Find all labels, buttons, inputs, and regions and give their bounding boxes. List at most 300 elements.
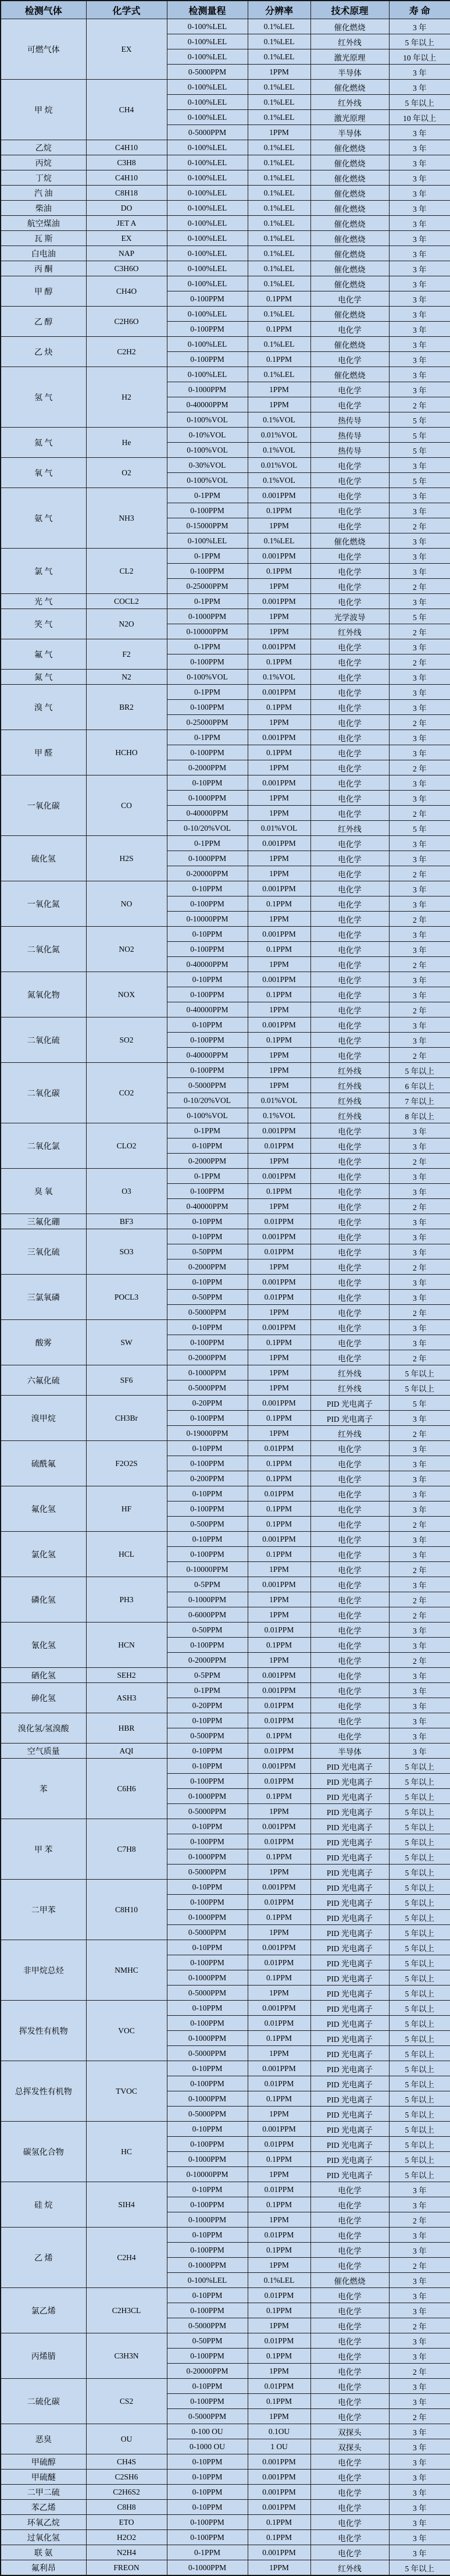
principle-cell: 电化学 (310, 1138, 389, 1154)
range-cell: 0-10/20%VOL (167, 1093, 248, 1108)
resolution-cell: 0.01PPM (248, 1774, 310, 1789)
gas-name-cell: 氯 气 (1, 549, 86, 594)
range-cell: 0-5000PPM (167, 1078, 248, 1093)
principle-cell: 电化学 (310, 730, 389, 745)
range-cell: 0-20PPM (167, 1698, 248, 1713)
table-row (1, 1713, 450, 1728)
range-cell: 0-10PPM (167, 1759, 248, 1774)
range-cell: 0-5000PPM (167, 1804, 248, 1819)
principle-cell: PID 光电离子 (310, 2046, 389, 2061)
resolution-cell: 1PPM (248, 1380, 310, 1396)
lifespan-cell: 3 年 (389, 2182, 450, 2197)
formula-cell: NO (86, 881, 167, 927)
lifespan-cell: 3 年 (389, 2303, 450, 2318)
principle-cell: 电化学 (310, 1033, 389, 1048)
principle-cell: 电化学 (310, 1532, 389, 1547)
range-cell: 0-100PPM (167, 1033, 248, 1048)
principle-cell: 催化燃烧 (310, 337, 389, 352)
range-cell: 0-20PPM (167, 1396, 248, 1411)
range-cell: 0-1PPM (167, 2545, 248, 2560)
table-row (1, 549, 450, 564)
lifespan-cell: 3 年 (389, 367, 450, 382)
resolution-cell: 0.001PPM (248, 2061, 310, 2076)
range-cell: 0-100PPM (167, 564, 248, 579)
lifespan-cell: 5 年以上 (389, 1986, 450, 2001)
formula-cell: HC (86, 2122, 167, 2182)
lifespan-cell: 5 年 (389, 1396, 450, 1411)
range-cell: 0-100PPM (167, 352, 248, 367)
principle-cell: PID 光电离子 (310, 1834, 389, 1849)
lifespan-cell: 3 年 (389, 1713, 450, 1728)
principle-cell: PID 光电离子 (310, 2061, 389, 2076)
resolution-cell: 0.1%LEL (248, 34, 310, 49)
gas-name-cell: 碳氢化合物 (1, 2122, 86, 2182)
resolution-cell: 0.01PPM (248, 1138, 310, 1154)
lifespan-cell: 3 年 (389, 352, 450, 367)
table-row (1, 1819, 450, 1834)
lifespan-cell: 5 年以上 (389, 2091, 450, 2107)
principle-cell: 电化学 (310, 2318, 389, 2333)
principle-cell: 电化学 (310, 488, 389, 503)
table-row (1, 2182, 450, 2197)
lifespan-cell: 2 年 (389, 579, 450, 594)
principle-cell: 电化学 (310, 1683, 389, 1698)
principle-cell: 催化燃烧 (310, 276, 389, 291)
range-cell: 0-100PPM (167, 1638, 248, 1653)
resolution-cell: 1PPM (248, 2318, 310, 2333)
resolution-cell: 1PPM (248, 1048, 310, 1063)
formula-cell: C4H10 (86, 170, 167, 186)
lifespan-cell: 2 年 (389, 397, 450, 412)
resolution-cell: 0.1%VOL (248, 443, 310, 458)
range-cell: 0-1000PPM (167, 851, 248, 866)
gas-name-cell: 溴化氢/氢溴酸 (1, 1713, 86, 1744)
principle-cell: 催化燃烧 (310, 367, 389, 382)
principle-cell: PID 光电离子 (310, 1986, 389, 2001)
table-row (1, 1365, 450, 1380)
gas-name-cell: 环氧乙烷 (1, 2515, 86, 2530)
lifespan-cell: 3 年 (389, 775, 450, 791)
table-row (1, 1441, 450, 1456)
resolution-cell: 0.1PPM (248, 654, 310, 670)
table-row (1, 1577, 450, 1592)
principle-cell: 电化学 (310, 957, 389, 972)
range-cell: 0-100%LEL (167, 307, 248, 322)
formula-cell: FREON (86, 2560, 167, 2576)
range-cell: 0-100PPM (167, 2243, 248, 2258)
principle-cell: PID 光电离子 (310, 2016, 389, 2031)
resolution-cell: 0.01PPM (248, 1895, 310, 1910)
range-cell: 0-100%LEL (167, 231, 248, 246)
range-cell: 0-100PPM (167, 2530, 248, 2545)
lifespan-cell: 3 年 (389, 1169, 450, 1184)
lifespan-cell: 5 年以上 (389, 1774, 450, 1789)
range-cell: 0-1000PPM (167, 2560, 248, 2576)
principle-cell: 电化学 (310, 2394, 389, 2409)
lifespan-cell: 5 年以上 (389, 2107, 450, 2122)
principle-cell: 电化学 (310, 1562, 389, 1577)
resolution-cell: 1PPM (248, 851, 310, 866)
principle-cell: 热传导 (310, 412, 389, 428)
gas-name-cell: 氟利昂 (1, 2560, 86, 2576)
resolution-cell: 0.01PPM (248, 2182, 310, 2197)
lifespan-cell: 2 年 (389, 2409, 450, 2424)
principle-cell: 电化学 (310, 2364, 389, 2379)
range-cell: 0-100%LEL (167, 533, 248, 549)
range-cell: 0-100PPM (167, 896, 248, 912)
resolution-cell: 0.1%LEL (248, 367, 310, 382)
lifespan-cell: 3 年 (389, 987, 450, 1002)
table-row (1, 2545, 450, 2560)
gas-name-cell: 六氟化硫 (1, 1365, 86, 1396)
resolution-cell: 0.1%LEL (248, 110, 310, 125)
table-row (1, 639, 450, 654)
principle-cell: PID 光电离子 (310, 1396, 389, 1411)
gas-name-cell: 过氧化氢 (1, 2530, 86, 2545)
resolution-cell: 0.1PPM (248, 1849, 310, 1865)
lifespan-cell: 3 年 (389, 65, 450, 80)
gas-name-cell: 非甲烷总烃 (1, 1940, 86, 2001)
lifespan-cell: 3 年 (389, 1123, 450, 1138)
range-cell: 0-100%LEL (167, 80, 248, 95)
table-row (1, 1396, 450, 1411)
gas-name-cell: 苯乙烯 (1, 2500, 86, 2515)
principle-cell: 半导体 (310, 1744, 389, 1759)
table-row (1, 231, 450, 246)
lifespan-cell: 3 年 (389, 458, 450, 473)
resolution-cell: 0.1%LEL (248, 246, 310, 261)
range-cell: 0-100PPM (167, 2394, 248, 2409)
resolution-cell: 1PPM (248, 806, 310, 821)
resolution-cell: 1PPM (248, 382, 310, 397)
principle-cell: 电化学 (310, 1592, 389, 1607)
lifespan-cell: 10 年以上 (389, 49, 450, 65)
resolution-cell: 1PPM (248, 2167, 310, 2182)
table-row (1, 216, 450, 231)
gas-name-cell: 二甲二硫 (1, 2485, 86, 2500)
range-cell: 0-1PPM (167, 1683, 248, 1698)
principle-cell: 双探头 (310, 2439, 389, 2454)
formula-cell: NH3 (86, 488, 167, 549)
table-row (1, 775, 450, 791)
range-cell: 0-10PPM (167, 927, 248, 942)
resolution-cell: 0.1PPM (248, 1547, 310, 1562)
gas-name-cell: 酸雾 (1, 1320, 86, 1365)
range-cell: 0-10PPM (167, 1441, 248, 1456)
column-header-principle: 技术原理 (310, 1, 389, 19)
lifespan-cell: 2 年 (389, 1259, 450, 1275)
range-cell: 0-2000PPM (167, 1259, 248, 1275)
resolution-cell: 1PPM (248, 2107, 310, 2122)
resolution-cell: 0.1PPM (248, 1970, 310, 1986)
resolution-cell: 1PPM (248, 1350, 310, 1365)
principle-cell: 双探头 (310, 2424, 389, 2439)
resolution-cell: 0.1PPM (248, 745, 310, 760)
range-cell: 0-100%LEL (167, 2273, 248, 2288)
lifespan-cell: 2 年 (389, 806, 450, 821)
range-cell: 0-50PPM (167, 1623, 248, 1638)
range-cell: 0-5000PPM (167, 125, 248, 140)
lifespan-cell: 2 年 (389, 1653, 450, 1668)
resolution-cell: 0.1%VOL (248, 412, 310, 428)
lifespan-cell: 3 年 (389, 1683, 450, 1698)
lifespan-cell: 5 年以上 (389, 2167, 450, 2182)
principle-cell: PID 光电离子 (310, 1910, 389, 1925)
principle-cell: 电化学 (310, 1698, 389, 1713)
range-cell: 0-5000PPM (167, 2409, 248, 2424)
gas-name-cell: 氢 气 (1, 367, 86, 428)
principle-cell: 电化学 (310, 685, 389, 700)
gas-name-cell: 甲 烷 (1, 80, 86, 140)
range-cell: 0-1000PPM (167, 2152, 248, 2167)
resolution-cell: 0.1PPM (248, 564, 310, 579)
lifespan-cell: 3 年 (389, 2500, 450, 2515)
lifespan-cell: 3 年 (389, 1728, 450, 1744)
range-cell: 0-1PPM (167, 1123, 248, 1138)
principle-cell: 电化学 (310, 866, 389, 881)
lifespan-cell: 3 年 (389, 564, 450, 579)
range-cell: 0-30%VOL (167, 458, 248, 473)
range-cell: 0-25000PPM (167, 579, 248, 594)
table-row (1, 1759, 450, 1774)
range-cell: 0-10PPM (167, 2228, 248, 2243)
table-body (1, 19, 450, 2576)
lifespan-cell: 3 年 (389, 170, 450, 186)
table-row (1, 609, 450, 624)
principle-cell: 电化学 (310, 942, 389, 957)
principle-cell: PID 光电离子 (310, 2031, 389, 2046)
resolution-cell: 1PPM (248, 624, 310, 639)
resolution-cell: 0.001PPM (248, 2500, 310, 2515)
formula-cell: F2 (86, 639, 167, 670)
resolution-cell: 0.001PPM (248, 2485, 310, 2500)
gas-name-cell: 恶臭 (1, 2424, 86, 2454)
lifespan-cell: 5 年以上 (389, 1849, 450, 1865)
resolution-cell: 0.01PPM (248, 2228, 310, 2243)
principle-cell: 电化学 (310, 1486, 389, 1502)
principle-cell: 红外线 (310, 1380, 389, 1396)
resolution-cell: 0.1PPM (248, 352, 310, 367)
gas-name-cell: 氮氧化物 (1, 972, 86, 1017)
principle-cell: 热传导 (310, 443, 389, 458)
formula-cell: HCL (86, 1532, 167, 1577)
formula-cell: BF3 (86, 1214, 167, 1229)
principle-cell: 红外线 (310, 821, 389, 836)
lifespan-cell: 5 年以上 (389, 1955, 450, 1970)
lifespan-cell: 6 年以上 (389, 1078, 450, 1093)
lifespan-cell: 3 年 (389, 2454, 450, 2470)
resolution-cell: 0.001PPM (248, 1169, 310, 1184)
principle-cell: 电化学 (310, 352, 389, 367)
lifespan-cell: 3 年 (389, 1623, 450, 1638)
resolution-cell: 1PPM (248, 2212, 310, 2228)
resolution-cell: 0.1PPM (248, 1335, 310, 1350)
resolution-cell: 1PPM (248, 1078, 310, 1093)
lifespan-cell: 3 年 (389, 337, 450, 352)
range-cell: 0-1PPM (167, 730, 248, 745)
lifespan-cell: 3 年 (389, 2470, 450, 2485)
resolution-cell: 0.1PPM (248, 1033, 310, 1048)
range-cell: 0-19000PPM (167, 1426, 248, 1441)
resolution-cell: 0.001PPM (248, 2454, 310, 2470)
range-cell: 0-10PPM (167, 2061, 248, 2076)
range-cell: 0-100%LEL (167, 34, 248, 49)
column-header-formula: 化学式 (86, 1, 167, 19)
table-row (1, 1169, 450, 1184)
principle-cell: 电化学 (310, 1502, 389, 1517)
lifespan-cell: 3 年 (389, 2228, 450, 2243)
lifespan-cell: 3 年 (389, 1229, 450, 1244)
principle-cell: 电化学 (310, 836, 389, 851)
range-cell: 0-100PPM (167, 1774, 248, 1789)
gas-name-cell: 苯 (1, 1759, 86, 1819)
principle-cell: PID 光电离子 (310, 1895, 389, 1910)
range-cell: 0-40000PPM (167, 1199, 248, 1214)
formula-cell: AQI (86, 1744, 167, 1759)
formula-cell: OU (86, 2424, 167, 2454)
principle-cell: 电化学 (310, 291, 389, 307)
formula-cell: C2H6O (86, 307, 167, 337)
table-row (1, 1123, 450, 1138)
column-header-resolution: 分辨率 (248, 1, 310, 19)
range-cell: 0-50PPM (167, 1244, 248, 1259)
resolution-cell: 1PPM (248, 1562, 310, 1577)
principle-cell: 电化学 (310, 2243, 389, 2258)
resolution-cell: 0.001PPM (248, 1320, 310, 1335)
lifespan-cell: 5 年以上 (389, 1925, 450, 1940)
table-row (1, 2454, 450, 2470)
range-cell: 0-1000PPM (167, 791, 248, 806)
resolution-cell: 1PPM (248, 609, 310, 624)
range-cell: 0-10PPM (167, 2454, 248, 2470)
column-header-lifespan: 寿 命 (389, 1, 450, 19)
lifespan-cell: 3 年 (389, 2288, 450, 2303)
resolution-cell: 1PPM (248, 65, 310, 80)
range-cell: 0-1000PPM (167, 1365, 248, 1380)
principle-cell: PID 光电离子 (310, 1925, 389, 1940)
range-cell: 0-100PPM (167, 2076, 248, 2091)
principle-cell: PID 光电离子 (310, 1411, 389, 1426)
range-cell: 0-100PPM (167, 1411, 248, 1426)
principle-cell: 电化学 (310, 1713, 389, 1728)
gas-name-cell: 航空煤油 (1, 216, 86, 231)
range-cell: 0-5PPM (167, 1577, 248, 1592)
principle-cell: 电化学 (310, 745, 389, 760)
range-cell: 0-100PPM (167, 2515, 248, 2530)
principle-cell: 电化学 (310, 1048, 389, 1063)
formula-cell: O3 (86, 1169, 167, 1214)
range-cell: 0-100PPM (167, 1834, 248, 1849)
range-cell: 0-100%VOL (167, 443, 248, 458)
principle-cell: 电化学 (310, 1577, 389, 1592)
resolution-cell: 0.01PPM (248, 1744, 310, 1759)
lifespan-cell: 3 年 (389, 1456, 450, 1471)
resolution-cell: 0.01PPM (248, 1441, 310, 1456)
range-cell: 0-100PPM (167, 503, 248, 518)
range-cell: 0-10PPM (167, 1532, 248, 1547)
principle-cell: 电化学 (310, 987, 389, 1002)
gas-name-cell: 氟化氢 (1, 1486, 86, 1532)
resolution-cell: 0.01PPM (248, 2379, 310, 2394)
lifespan-cell: 2 年 (389, 1199, 450, 1214)
principle-cell: 电化学 (310, 715, 389, 730)
range-cell: 0-100PPM (167, 2349, 248, 2364)
lifespan-cell: 3 年 (389, 2515, 450, 2530)
formula-cell: CL2 (86, 549, 167, 594)
lifespan-cell: 3 年 (389, 1320, 450, 1335)
range-cell: 0-100PPM (167, 1335, 248, 1350)
table-row (1, 276, 450, 291)
lifespan-cell: 5 年以上 (389, 1365, 450, 1380)
lifespan-cell: 3 年 (389, 1411, 450, 1426)
lifespan-cell: 5 年以上 (389, 1910, 450, 1925)
lifespan-cell: 2 年 (389, 1154, 450, 1169)
principle-cell: PID 光电离子 (310, 1940, 389, 1955)
range-cell: 0-1PPM (167, 685, 248, 700)
lifespan-cell: 3 年 (389, 730, 450, 745)
table-row (1, 1017, 450, 1033)
range-cell: 0-10PPM (167, 1138, 248, 1154)
range-cell: 0-100%LEL (167, 19, 248, 34)
lifespan-cell: 2 年 (389, 2318, 450, 2333)
lifespan-cell: 2 年 (389, 760, 450, 775)
lifespan-cell: 3 年 (389, 1138, 450, 1154)
principle-cell: PID 光电离子 (310, 1970, 389, 1986)
table-row (1, 2122, 450, 2137)
lifespan-cell: 5 年以上 (389, 2122, 450, 2137)
gas-name-cell: 柴油 (1, 201, 86, 216)
resolution-cell: 0.01%VOL (248, 458, 310, 473)
table-row (1, 1683, 450, 1698)
table-row (1, 594, 450, 609)
resolution-cell: 0.01%VOL (248, 821, 310, 836)
lifespan-cell: 3 年 (389, 972, 450, 987)
formula-cell: NMHC (86, 1940, 167, 2001)
resolution-cell: 0.1PPM (248, 1910, 310, 1925)
resolution-cell: 1PPM (248, 791, 310, 806)
lifespan-cell: 3 年 (389, 261, 450, 276)
range-cell: 0-2000PPM (167, 1350, 248, 1365)
resolution-cell: 0.1PPM (248, 1411, 310, 1426)
lifespan-cell: 5 年以上 (389, 1940, 450, 1955)
formula-cell: VOC (86, 2001, 167, 2061)
range-cell: 0-2000PPM (167, 1653, 248, 1668)
principle-cell: 催化燃烧 (310, 155, 389, 170)
range-cell: 0-1000PPM (167, 1849, 248, 1865)
lifespan-cell: 5 年 (389, 609, 450, 624)
gas-name-cell: 氰化氢 (1, 1623, 86, 1668)
gas-name-cell: 乙烷 (1, 140, 86, 155)
resolution-cell: 0.1%LEL (248, 49, 310, 65)
resolution-cell: 1PPM (248, 912, 310, 927)
principle-cell: PID 光电离子 (310, 2091, 389, 2107)
formula-cell: C8H8 (86, 2500, 167, 2515)
lifespan-cell: 5 年以上 (389, 1804, 450, 1819)
range-cell: 0-10PPM (167, 1713, 248, 1728)
principle-cell: 催化燃烧 (310, 246, 389, 261)
resolution-cell: 0.1PPM (248, 291, 310, 307)
range-cell: 0-10PPM (167, 1275, 248, 1290)
principle-cell: 催化燃烧 (310, 201, 389, 216)
resolution-cell: 0.1PPM (248, 1789, 310, 1804)
range-cell: 0-10/20%VOL (167, 821, 248, 836)
resolution-cell: 0.1PPM (248, 1517, 310, 1532)
range-cell: 0-1PPM (167, 639, 248, 654)
formula-cell: NAP (86, 246, 167, 261)
principle-cell: PID 光电离子 (310, 1880, 389, 1895)
table-row (1, 261, 450, 276)
range-cell: 0-20000PPM (167, 866, 248, 881)
